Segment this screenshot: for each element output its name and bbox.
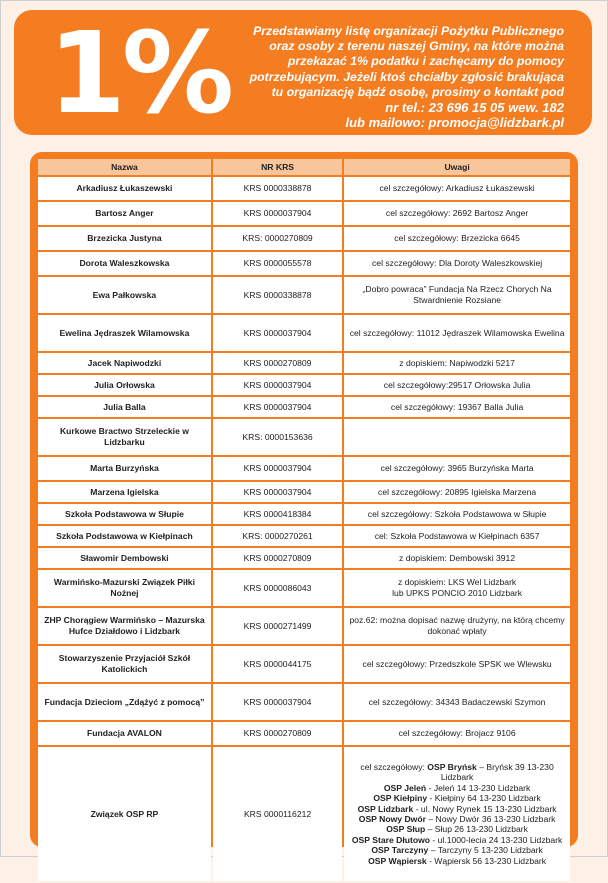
cell-krs: KRS 0000055578 [213, 252, 342, 275]
table-row [38, 747, 570, 881]
cell-notes: z dopiskiem: Napiwodzki 5217 [344, 353, 570, 373]
cell-notes: cel: Szkoła Podstawowa w Kiełpinach 6357 [344, 526, 570, 546]
one-percent-logo: 1% [48, 9, 231, 139]
table-row [38, 227, 570, 250]
cell-krs: KRS 0000338878 [213, 177, 342, 200]
table-row [38, 684, 570, 720]
osp-name: OSP Nowy Dwór [358, 814, 426, 824]
table-row [38, 419, 570, 455]
cell-krs: KRS 0000037904 [213, 202, 342, 225]
cell-name: Warmińsko-Mazurski Związek Piłki Nożnej [38, 570, 211, 606]
osp-name: OSP Jeleń [383, 782, 427, 793]
cell-name: Arkadiusz Łukaszewski [38, 177, 211, 200]
cell-name: Szkoła Podstawowa w Słupie [38, 504, 211, 524]
osp-address: - Jeleń 14 13-230 Lidzbark [428, 782, 531, 793]
table-row [38, 353, 570, 373]
table-body [38, 177, 570, 881]
osp-name: OSP Tarczyny [371, 845, 429, 856]
osp-line [358, 804, 557, 814]
osp-line [368, 856, 546, 866]
cell-notes: cel szczegółowy: 20895 Igielska Marzena [344, 482, 570, 502]
osp-line [352, 835, 563, 845]
column-header-krs: NR KRS [213, 159, 342, 175]
cell-name: Brzezicka Justyna [38, 227, 211, 250]
table-row [38, 608, 570, 644]
table-row [38, 457, 570, 480]
cell-krs: KRS 0000037904 [213, 315, 342, 351]
cell-notes: cel szczegółowy: 19367 Balla Julia [344, 397, 570, 417]
osp-address: – Słup 26 13-230 Lidzbark [427, 824, 528, 835]
cell-krs: KRS 0000270809 [213, 548, 342, 568]
cell-krs: KRS 0000037904 [213, 457, 342, 480]
cell-notes: cel szczegółowy: Arkadiusz Łukaszewski [344, 177, 570, 200]
cell-krs: KRS 0000037904 [213, 684, 342, 720]
cell-name: Marzena Igielska [38, 482, 211, 502]
cell-notes: cel szczegółowy: Przedszkole SPSK we Wlewsku [344, 646, 570, 682]
cell-notes: „Dobro powraca” Fundacja Na Rzecz Chorych Na Stwardnienie Rozsiane [344, 277, 570, 313]
cell-notes [344, 419, 570, 455]
cell-notes: z dopiskiem: Dembowski 3912 [344, 548, 570, 568]
table-row [38, 375, 570, 395]
intro-line: potrzebującym. Jeżeli ktoś chciałby zgłosić brakująca [249, 69, 564, 84]
table-row [38, 252, 570, 275]
osp-address: – Bryńsk 39 13-230 Lidzbark [440, 761, 554, 783]
table-row [38, 570, 570, 606]
cell-krs: KRS 0000338878 [213, 277, 342, 313]
cell-notes: poz.62: można dopisać nazwę drużyny, na którą chcemy dokonać wpłaty [344, 608, 570, 644]
header-banner [14, 9, 592, 139]
osp-name: OSP Lidzbark [357, 803, 414, 814]
cell-krs: KRS 0000271499 [213, 608, 342, 644]
column-header-notes: Uwagi [344, 159, 570, 175]
osp-name: OSP Bryńsk [427, 761, 477, 772]
cell-name: Marta Burzyńska [38, 457, 211, 480]
cell-krs: KRS 0000270809 [213, 722, 342, 745]
cell-krs: KRS 0000418384 [213, 504, 342, 524]
table-row [38, 482, 570, 502]
cell-name: Sławomir Dembowski [38, 548, 211, 568]
osp-line [384, 783, 531, 793]
table-header-row [38, 159, 570, 175]
osp-address: - Wąpiersk 56 13-230 Lidzbark [429, 855, 547, 866]
table-row [38, 177, 570, 200]
phone-line: nr tel.: 23 696 15 05 wew. 182 [385, 100, 564, 116]
table-row [38, 722, 570, 745]
intro-text [204, 24, 564, 130]
column-header-name: Nazwa [38, 159, 211, 175]
cell-notes: cel szczegółowy: Brzezicka 6645 [344, 227, 570, 250]
osp-line [373, 793, 541, 803]
intro-line: oraz osoby z terenu naszej Gminy, na które można [269, 39, 564, 54]
intro-line: Przedstawiamy listę organizacji Pożytku Publicznego [253, 24, 564, 38]
table-row [38, 646, 570, 682]
cell-name: Stowarzyszenie Przyjaciół Szkół Katolickich [38, 646, 211, 682]
cell-name: Fundacja AVALON [38, 722, 211, 745]
osp-name: OSP Kiełpiny [373, 793, 428, 804]
table-row [38, 397, 570, 417]
osp-name: OSP Słup [386, 824, 426, 835]
cell-notes: cel szczegółowy: 3965 Burzyńska Marta [344, 457, 570, 480]
cell-name: Bartosz Anger [38, 202, 211, 225]
cell-name: Związek OSP RP [38, 747, 211, 881]
cell-name: ZHP Chorągiew Warmińsko – Mazurska Hufce Działdowo i Lidzbark [38, 608, 211, 644]
cell-name: Jacek Napiwodzki [38, 353, 211, 373]
osp-address: - Kiełpiny 64 13-230 Lidzbark [429, 793, 541, 804]
cell-notes [344, 747, 570, 881]
cell-notes: cel szczegółowy: Brojacz 9106 [344, 722, 570, 745]
cell-krs: KRS 0000037904 [213, 375, 342, 395]
organizations-table [36, 157, 572, 883]
cell-notes: cel szczegółowy: 34343 Badaczewski Szymon [344, 684, 570, 720]
table-row [38, 315, 570, 351]
cell-name: Julia Orłowska [38, 375, 211, 395]
table-row [38, 548, 570, 568]
cell-name: Fundacja Dzieciom „Zdążyć z pomocą” [38, 684, 211, 720]
cell-name: Julia Balla [38, 397, 211, 417]
cell-notes: cel szczegółowy:29517 Orłowska Julia [344, 375, 570, 395]
osp-line [386, 824, 528, 834]
cell-krs: KRS 0000037904 [213, 397, 342, 417]
osp-name: OSP Wąpiersk [368, 855, 427, 866]
cell-notes: cel szczegółowy: Szkoła Podstawowa w Słupie [344, 504, 570, 524]
cell-krs: KRS: 0000270261 [213, 526, 342, 546]
intro-line: tu organizację bądź osobę, prosimy o kontakt pod [271, 84, 564, 99]
osp-address: - ul.1000-lecia 24 13-230 Lidzbark [432, 834, 563, 845]
cell-krs: KRS 0000086043 [213, 570, 342, 606]
cell-krs: KRS 0000270809 [213, 353, 342, 373]
table-row [38, 202, 570, 225]
osp-line [427, 762, 553, 782]
email-line: lub mailowo: promocja@lidzbark.pl [345, 115, 564, 131]
cell-krs: KRS 0000044175 [213, 646, 342, 682]
table-row [38, 277, 570, 313]
osp-address: – Tarczyny 5 13-230 Lidzbark [430, 845, 543, 856]
osp-address: - ul. Nowy Rynek 15 13-230 Lidzbark [415, 803, 557, 814]
cell-name: Szkoła Podstawowa w Kiełpinach [38, 526, 211, 546]
osp-line [371, 845, 543, 855]
cell-notes: z dopiskiem: LKS Wel Lidzbark lub UPKS PONCIO 2010 Lidzbark [344, 570, 570, 606]
cell-krs: KRS 0000037904 [213, 482, 342, 502]
cell-notes: cel szczegółowy: 11012 Jędraszek Wilamowska Ewelina [344, 315, 570, 351]
cell-name: Dorota Waleszkowska [38, 252, 211, 275]
cell-krs: KRS 0000116212 [213, 747, 342, 881]
intro-line: przekazać 1% podatku i zachęcamy do pomocy [287, 54, 564, 69]
cell-krs: KRS: 0000153636 [213, 419, 342, 455]
cell-name: Ewelina Jędraszek Wilamowska [38, 315, 211, 351]
cell-notes: cel szczegółowy: Dla Doroty Waleszkowskiej [344, 252, 570, 275]
table-row [38, 526, 570, 546]
cell-notes: cel szczegółowy: 2692 Bartosz Anger [344, 202, 570, 225]
osp-name: OSP Stare Dłutowo [351, 834, 430, 845]
cell-name: Kurkowe Bractwo Strzeleckie w Lidzbarku [38, 419, 211, 455]
table-row [38, 504, 570, 524]
cell-krs: KRS: 0000270809 [213, 227, 342, 250]
cell-name: Ewa Pałkowska [38, 277, 211, 313]
osp-line [359, 814, 556, 824]
osp-address: – Nowy Dwór 36 13-230 Lidzbark [428, 814, 556, 824]
osp-intro-label: cel szczegółowy: [360, 761, 425, 772]
